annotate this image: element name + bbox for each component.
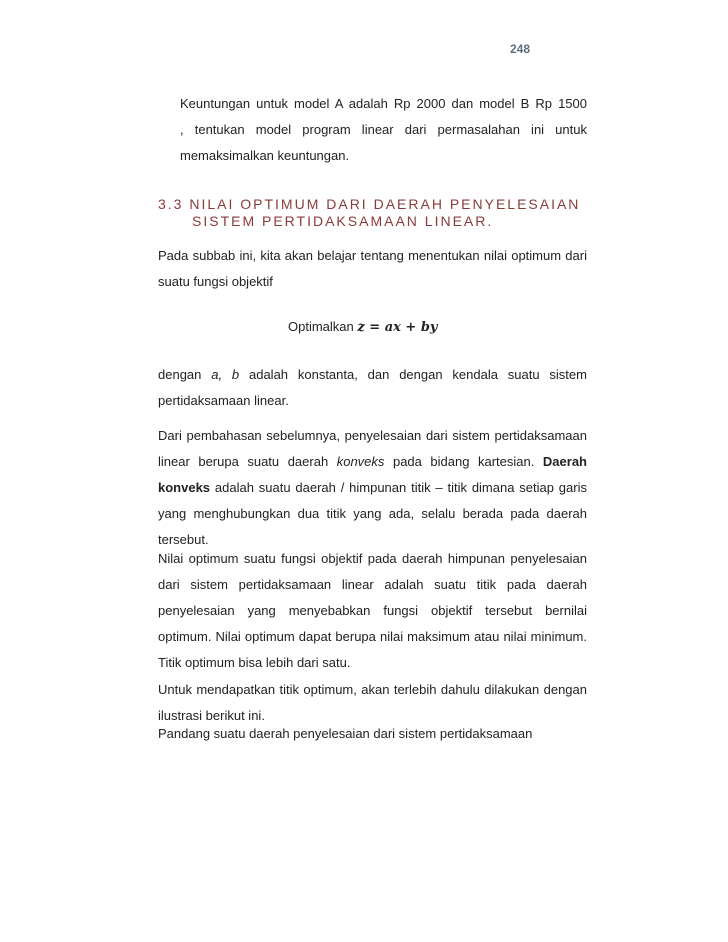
formula-label: Optimalkan [288, 319, 354, 334]
page-number: 248 [509, 42, 531, 56]
term-daerah-bold: Daerah [542, 454, 587, 469]
paragraph-2 [158, 362, 587, 414]
p1-line-2: suatu fungsi objektif [158, 274, 273, 289]
paragraph-3 [158, 423, 587, 553]
p5-line-1: Untuk mendapatkan titik optimum, akan terlebih dahulu dilakukan dengan [158, 682, 587, 697]
paragraph-4 [158, 546, 587, 676]
p3-line-5: tersebut. [158, 532, 209, 547]
section-heading [158, 196, 580, 230]
p2-line-2: pertidaksamaan linear. [158, 393, 289, 408]
constants-ab: a, b [211, 367, 240, 382]
intro-line-2: , tentukan model program linear dari permasalahan ini untuk [180, 122, 587, 137]
p4-line-1: Nilai optimum suatu fungsi objektif pada daerah himpunan penyelesaian [158, 551, 587, 566]
paragraph-5 [158, 677, 587, 747]
p3-line-1: Dari pembahasan sebelumnya, penyelesaian dari sistem pertidaksamaan [158, 428, 587, 443]
p3-line-3: konveks adalah suatu daerah / himpunan titik – titik dimana setiap garis [158, 480, 587, 495]
intro-paragraph [180, 91, 587, 169]
term-konveks-italic: konveks [336, 454, 385, 469]
p4-line-3: penyelesaian yang menyebabkan fungsi objektif tersebut bernilai [158, 603, 587, 618]
p5-line-3: Pandang suatu daerah penyelesaian dari sistem pertidaksamaan [158, 726, 533, 741]
p1-line-1: Pada subbab ini, kita akan belajar tentang menentukan nilai optimum dari [158, 248, 587, 263]
intro-line-1: Keuntungan untuk model A adalah Rp 2000 dan model B Rp 1500 [180, 96, 587, 111]
intro-line-3: memaksimalkan keuntungan. [180, 148, 350, 163]
p4-line-5: Titik optimum bisa lebih dari satu. [158, 655, 351, 670]
objective-formula [288, 319, 437, 335]
heading-line-2: SISTEM PERTIDAKSAMAAN LINEAR. [192, 213, 494, 229]
p3-line-4: yang menghubungkan dua titik yang ada, selalu berada pada daerah [158, 506, 587, 521]
formula-equation: z = ax + by [357, 320, 438, 335]
p5-line-2: ilustrasi berikut ini. [158, 708, 265, 723]
paragraph-1 [158, 243, 587, 295]
heading-line-1: 3.3 NILAI OPTIMUM DARI DAERAH PENYELESAIAN [158, 196, 581, 212]
p3-line-2: linear berupa suatu daerah konveks pada bidang kartesian. Daerah [158, 454, 587, 469]
p4-line-4: optimum. Nilai optimum dapat berupa nilai maksimum atau nilai minimum. [158, 629, 587, 644]
p2-line-1: dengan a, b adalah konstanta, dan dengan kendala suatu sistem [158, 367, 587, 382]
p4-line-2: dari sistem pertidaksamaan linear adalah suatu titik pada daerah [158, 577, 587, 592]
term-konveks-bold: konveks [158, 480, 211, 495]
